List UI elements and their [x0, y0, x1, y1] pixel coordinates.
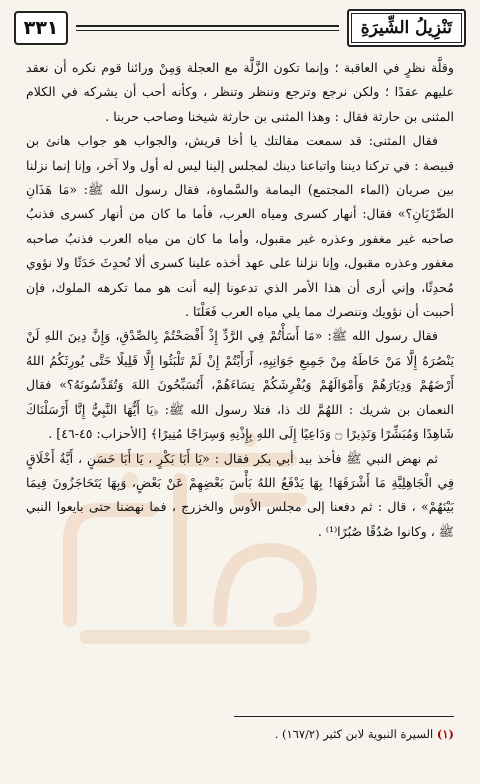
footnote-marker: (١) — [436, 727, 454, 741]
page-header — [14, 6, 466, 50]
page-number: ٣٣١ — [14, 11, 68, 45]
book-title: تَنْزِيلُ الشِّيرَةِ — [347, 9, 466, 47]
footnote-divider — [234, 716, 454, 717]
footnote — [26, 724, 454, 744]
footnote-text: السيرة النبوية لابن كثير (١٦٧/٢) . — [274, 727, 434, 741]
header-rule — [76, 25, 339, 31]
paragraph-4: ثم نهض النبي ﷺ فأخذ بيد أبي بكر فقال : «يَا أَبَا بَكْرٍ ، يَا أَبَا حَسَنٍ ، أَيَّةُ أَخْلَاقٍ فِي الْجَاهِلِيَّةِ مَا أَشْرَفَهَا! بِهَا يَدْفَعُ اللهُ بَأْسَ بَعْضِهِمْ عَنْ بَعْضٍ، وَبِهَا يَتَحَاجَزُونَ فِيمَا بَيْنَهُمْ» ، قال : ثم دفعنا إلى مجلس الأوس والخزرج ، فما نهضنا حتى بايعوا النبي ﷺ ، وكانوا صُدُقًا صُبُرًا⁽¹⁾ . — [26, 450, 454, 539]
paragraph-1: وقلَّة نظرٍ في العاقبة ؛ وإنما تكون الزَّلَّة مع العجلة وَمِنْ ورائنا قوم نكره أن نعقد عليهم عقدًا ؛ ولكن نرجع وترجع وننظر وتنظر ، وكأنه أحب أن يشركه في الكلام المثنى بن حارثة فقال : وهذا المثنى بن حارثة شيخنا وصاحب حربنا . — [26, 60, 454, 124]
paragraph-3: فقال رسول الله ﷺ: «مَا أَسَأْتُمْ فِي الرَّدِّ إِذْ أَفْصَحْتُمْ بِالصِّدْقِ، وَإِنَّ دِينَ اللهِ لَنْ يَنْصُرَهُ إِلَّا مَنْ حَاطَهُ مِنْ جَمِيعِ جَوَانِبِهِ، أَرَأَيْتُمْ إِنْ لَمْ تَلْبَثُوا إِلَّا قَلِيلًا حَتَّى يُورِثَكُمُ اللهُ أَرْضَهُمْ وَدِيَارَهُمْ وَأَمْوَالَهُمْ وَيُفْرِشَكُمْ نِسَاءَهُمْ، أَتُسَبِّحُونَ اللهَ وَتُقَدِّسُونَهُ؟» فقال النعمان بن شريك : اللهُمَّ لك ذا، فتلا رسول الله ﷺ: ﴿يَا أَيُّهَا النَّبِيُّ إِنَّا أَرْسَلْنَاكَ شَاهِدًا وَمُبَشِّرًا وَنَذِيرًا ۝ وَدَاعِيًا إِلَى اللهِ بِإِذْنِهِ وَسِرَاجًا مُنِيرًا﴾ [الأحزاب: ٤٥-٤٦] . — [26, 328, 454, 442]
paragraph-2: فقال المثنى: قد سمعت مقالتك يا أخا قريش، والجواب هو جواب هانئ بن قبيصة : في تركنا ديننا واتباعنا دينك لمجلس إلينا ليس له أول ولا آخر، وإنا إنما نزلنا بين صريان (الماء المجتمع) اليمامة والسَّماوة، فقال رسول الله ﷺ: «مَا هَذَانِ الصِّرْيَانِ؟» فقال: أنهار كسرى ومياه العرب، فأما ما كان من أنهار كسرى فذنبُ صاحبه غير مغفور وعذره غير مقبول، وأما ما كان من مياه العرب فذنبُ صاحبه مغفور وعذره مقبول، وإنا نزلنا على عهد أخذه علينا كسرى ألا نُحدِثَ حَدَثًا ولا نؤوي مُحدِثًا، وإني أرى أن هذا الأمر الذي تدعونا إليه أنت هو مما تكرهه الملوك، فإن أحببت أن نؤويك وننصرك مما يلي مياه العرب فَعَلْنَا . — [26, 133, 454, 320]
main-text — [26, 56, 454, 544]
